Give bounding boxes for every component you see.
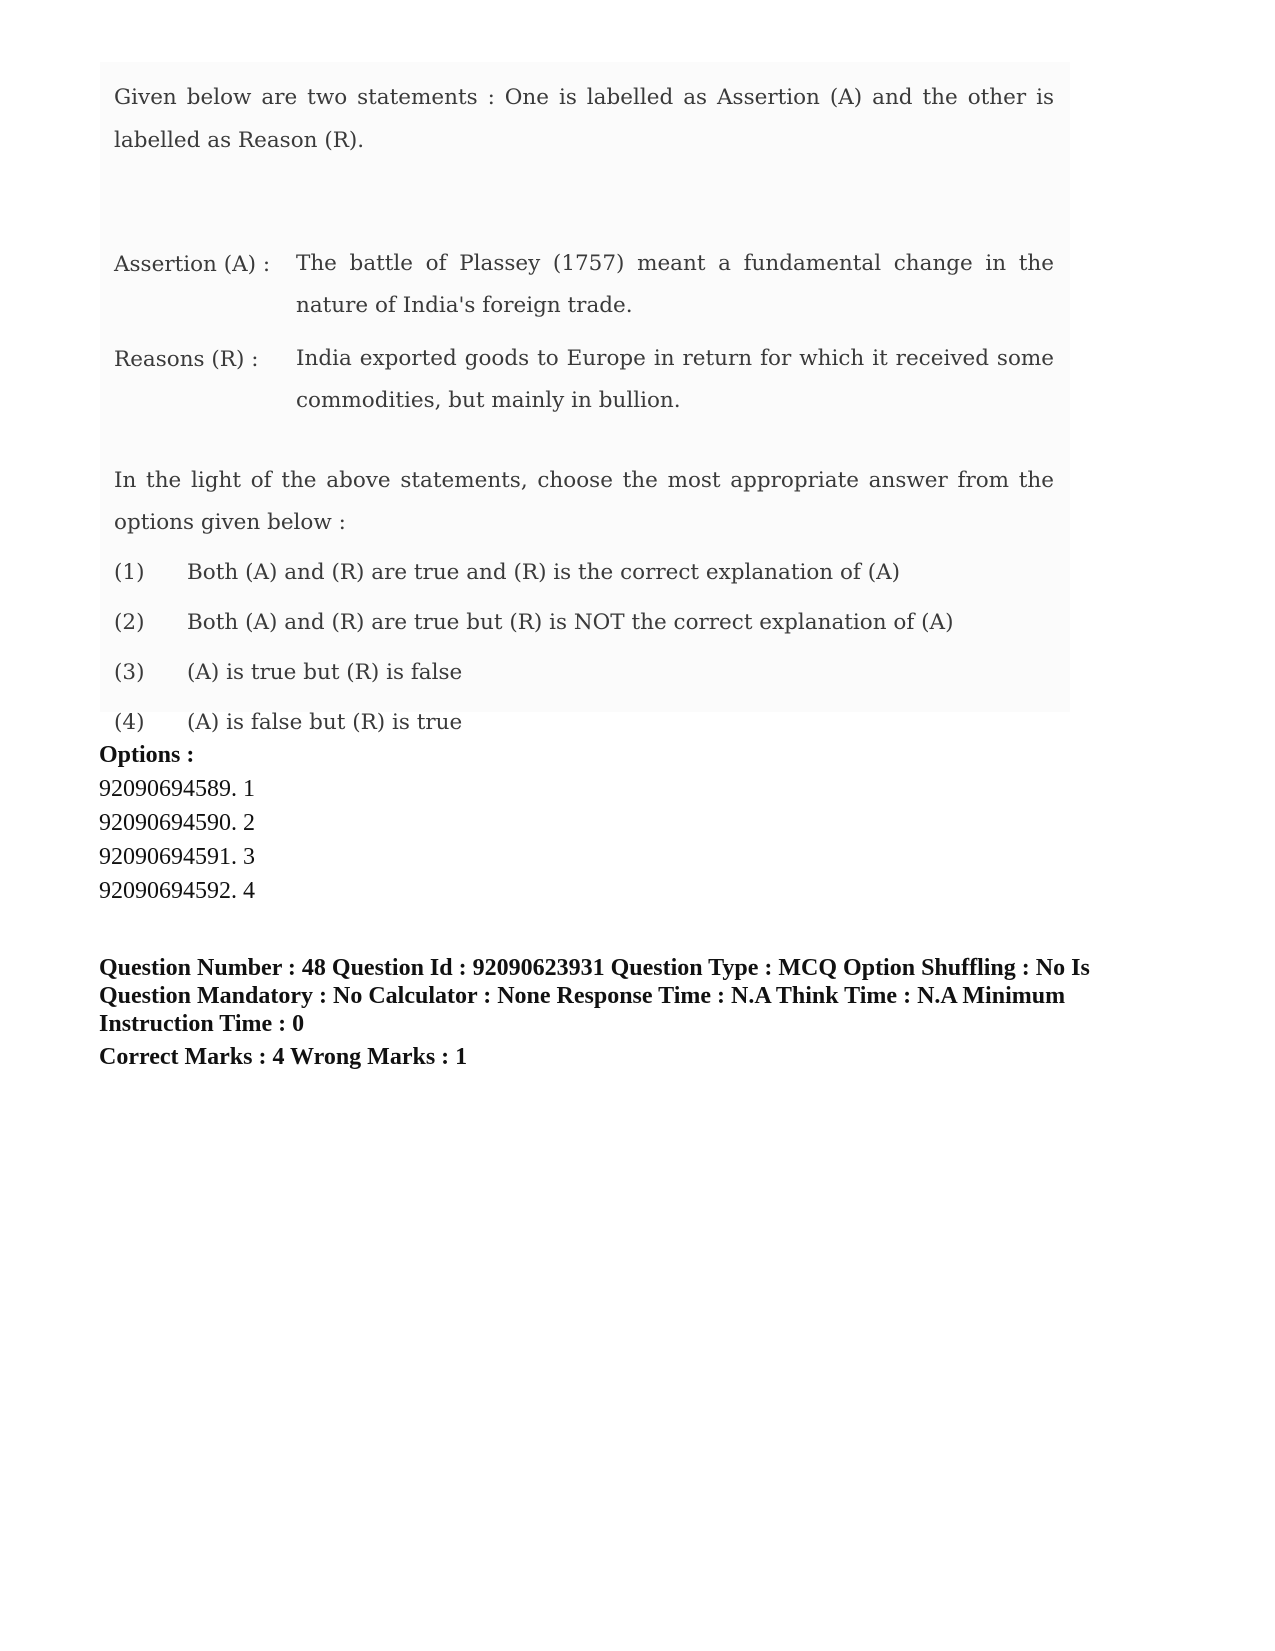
choice-number: (3) xyxy=(114,660,145,685)
options-title: Options : xyxy=(99,742,195,768)
choice-text: (A) is true but (R) is false xyxy=(187,660,463,685)
option-item: 92090694590. 2 xyxy=(99,810,255,836)
choice-text: Both (A) and (R) are true and (R) is the correct explanation of (A) xyxy=(187,560,901,585)
assertion-text: The battle of Plassey (1757) meant a fundamental change in the nature of India's foreign trade. xyxy=(296,251,1054,318)
reason-label: Reasons (R) : xyxy=(114,347,259,372)
question-instruction: In the light of the above statements, choose the most appropriate answer from the options given below : xyxy=(114,468,1054,535)
reason-text: India exported goods to Europe in return for which it received some commodities, but mainly in bullion. xyxy=(296,346,1054,413)
choice-text: Both (A) and (R) are true but (R) is NOT the correct explanation of (A) xyxy=(187,610,954,635)
option-item: 92090694589. 1 xyxy=(99,776,255,802)
question-marks: Correct Marks : 4 Wrong Marks : 1 xyxy=(99,1044,468,1070)
question-intro: Given below are two statements : One is labelled as Assertion (A) and the other is labelled as Reason (R). xyxy=(114,85,1054,153)
option-item: 92090694592. 4 xyxy=(99,878,255,904)
choice-item xyxy=(114,553,900,593)
option-item: 92090694591. 3 xyxy=(99,844,255,870)
choice-item xyxy=(114,703,462,743)
options-list xyxy=(99,738,255,908)
choice-number: (2) xyxy=(114,610,145,635)
question-image xyxy=(100,62,1070,735)
choice-number: (1) xyxy=(114,560,145,585)
choice-number: (4) xyxy=(114,710,145,735)
choice-item xyxy=(114,653,462,693)
choice-item xyxy=(114,603,953,643)
question-metadata: Question Number : 48 Question Id : 92090623931 Question Type : MCQ Option Shuffling : No Is Question Mandatory : No Calculator : None Response Time : N.A Think Time : N.A Minimum Instruction Time : 0 xyxy=(99,955,1090,1037)
assertion-label: Assertion (A) : xyxy=(114,252,271,277)
choice-text: (A) is false but (R) is true xyxy=(187,710,463,735)
